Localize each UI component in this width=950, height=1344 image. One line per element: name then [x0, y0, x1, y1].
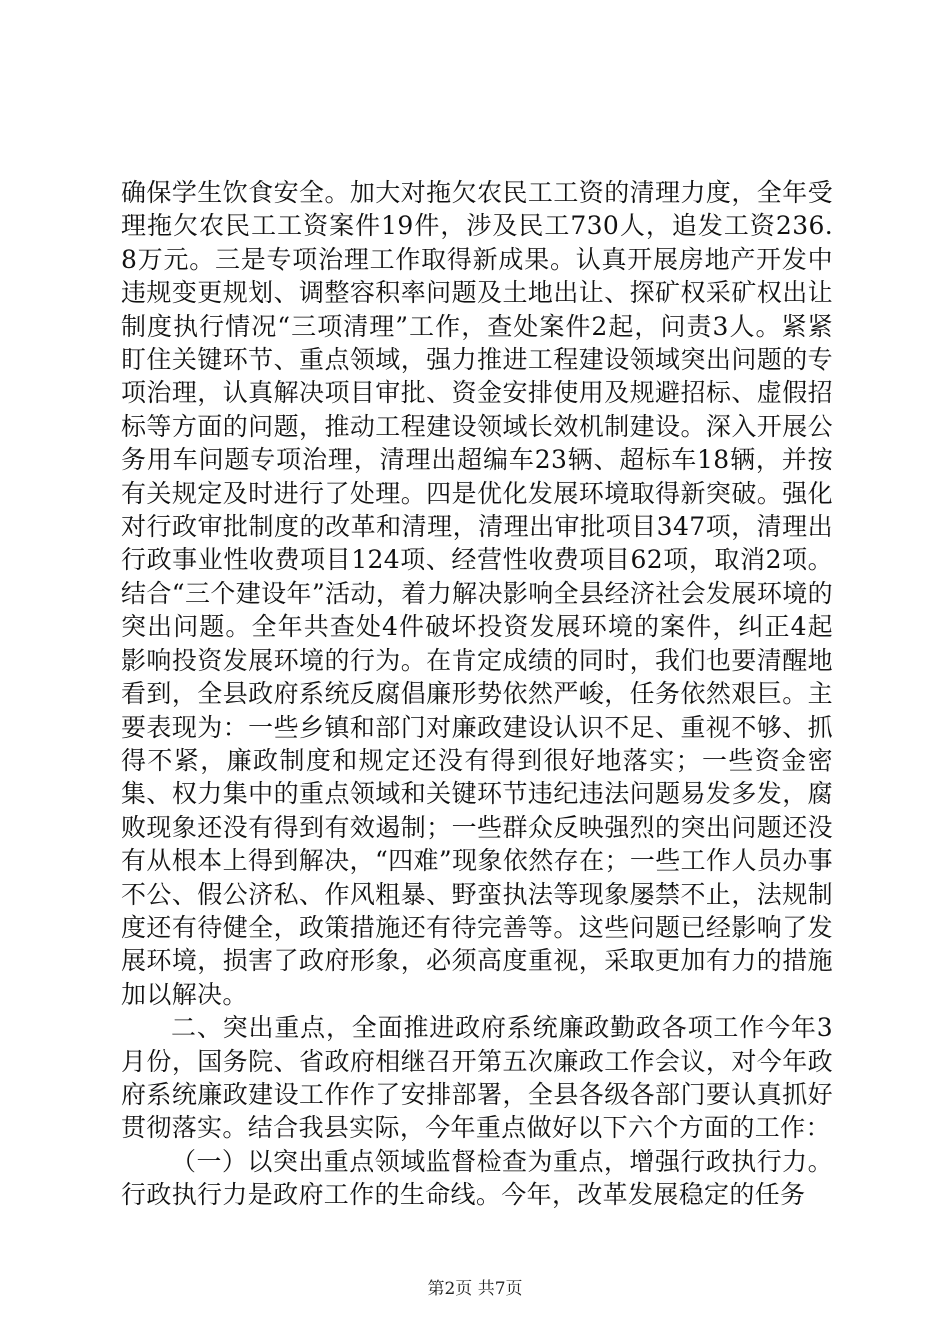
- paragraph-2: 二、突出重点，全面推进政府系统廉政勤政各项工作今年3月份，国务院、省政府相继召开第五次廉政工作会议，对今年政府系统廉政建设工作作了安排部署，全县各级各部门要认真抓好贯彻落实。结合我县实际，今年重点做好以下六个方面的工作：: [121, 1013, 833, 1143]
- paragraph-3: （一）以突出重点领域监督检查为重点，增强行政执行力。行政执行力是政府工作的生命线。今年，改革发展稳定的任务: [121, 1146, 833, 1210]
- document-body: [121, 176, 833, 1212]
- paragraph-1: 确保学生饮食安全。加大对拖欠农民工工资的清理力度，全年受理拖欠农民工工资案件19件，涉及民工730人，追发工资236.8万元。三是专项治理工作取得新成果。认真开展房地产开发中违规变更规划、调整容积率问题及土地出让、探矿权采矿权出让制度执行情况“三项清理”工作，查处案件2起，问责3人。紧紧盯住关键环节、重点领域，强力推进工程建设领域突出问题的专项治理，认真解决项目审批、资金安排使用及规避招标、虚假招标等方面的问题，推动工程建设领域长效机制建设。深入开展公务用车问题专项治理，清理出超编车23辆、超标车18辆，并按有关规定及时进行了处理。四是优化发展环境取得新突破。强化对行政审批制度的改革和清理，清理出审批项目347项，清理出行政事业性收费项目124项、经营性收费项目62项，取消2项。结合“三个建设年”活动，着力解决影响全县经济社会发展环境的突出问题。全年共查处4件破坏投资发展环境的案件，纠正4起影响投资发展环境的行为。在肯定成绩的同时，我们也要清醒地看到，全县政府系统反腐倡廉形势依然严峻，任务依然艰巨。主要表现为：一些乡镇和部门对廉政建设认识不足、重视不够、抓得不紧，廉政制度和规定还没有得到很好地落实；一些资金密集、权力集中的重点领域和关键环节违纪违法问题易发多发，腐败现象还没有得到有效遏制；一些群众反映强烈的突出问题还没有从根本上得到解决，“四难”现象依然存在；一些工作人员办事不公、假公济私、作风粗暴、野蛮执法等现象屡禁不止，法规制度还有待健全，政策措施还有待完善等。这些问题已经影响了发展环境，损害了政府形象，必须高度重视，采取更加有力的措施加以解决。: [121, 178, 833, 1009]
- page-number: 第2页 共7页: [427, 1279, 523, 1299]
